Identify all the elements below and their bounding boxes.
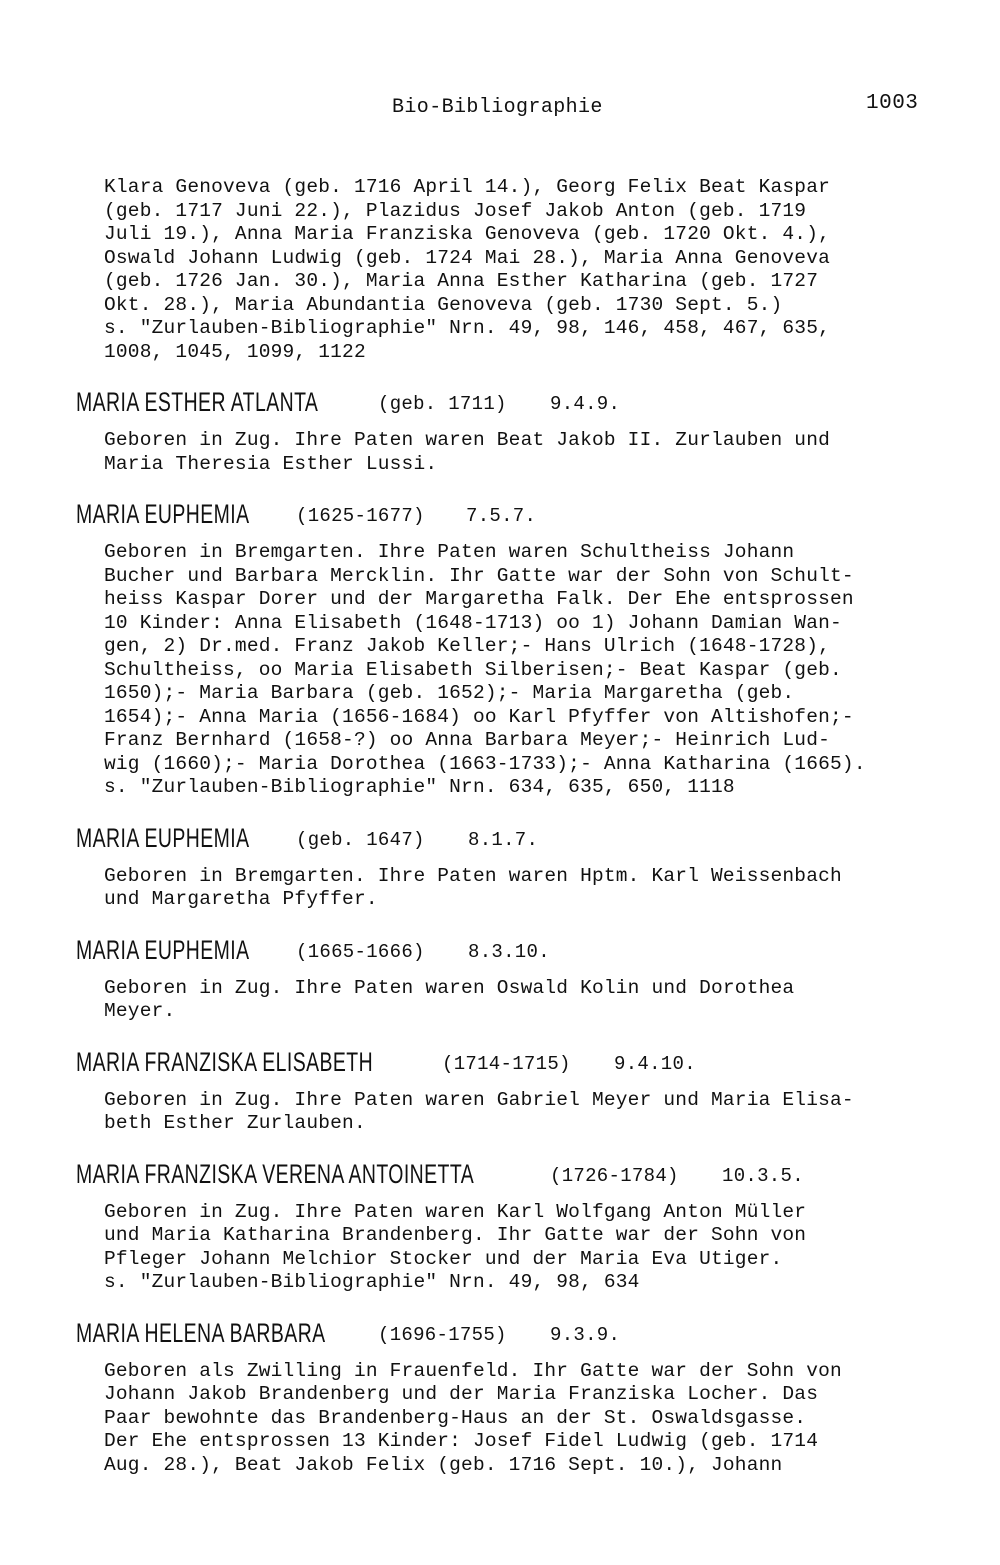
text-line: 1650);- Maria Barbara (geb. 1652);- Maria Margaretha (geb. bbox=[104, 682, 795, 704]
text-line: Geboren in Bremgarten. Ihre Paten waren Schultheiss Johann bbox=[104, 541, 795, 563]
entry-body bbox=[104, 977, 964, 1024]
text-line: Geboren in Zug. Ihre Paten waren Beat Jakob II. Zurlauben und bbox=[104, 429, 831, 451]
page-content bbox=[76, 176, 964, 1477]
entry-heading bbox=[76, 1159, 964, 1189]
text-line: s. "Zurlauben-Bibliographie" Nrn. 634, 635, 650, 1118 bbox=[104, 776, 735, 798]
text-line: Klara Genoveva (geb. 1716 April 14.), Georg Felix Beat Kaspar bbox=[104, 176, 831, 198]
entry-heading bbox=[76, 387, 964, 417]
text-line: 1654);- Anna Maria (1656-1684) oo Karl Pfyffer von Altishofen;- bbox=[104, 705, 854, 728]
entry-body bbox=[104, 541, 964, 800]
page-number: 1003 bbox=[866, 92, 919, 115]
entry-body bbox=[104, 1360, 964, 1478]
text-line: Franz Bernhard (1658-?) oo Anna Barbara Meyer;- Heinrich Lud- bbox=[104, 729, 831, 751]
entry-code: 9.3.9. bbox=[550, 1323, 621, 1346]
text-line: Paar bewohnte das Brandenberg-Haus an der St. Oswaldsgasse. bbox=[104, 1406, 807, 1429]
text-line: wig (1660);- Maria Dorothea (1663-1733);- Anna Katharina (1665). bbox=[104, 752, 866, 775]
entry-heading bbox=[76, 1318, 964, 1348]
entry-body bbox=[104, 429, 964, 476]
text-line: beth Esther Zurlauben. bbox=[104, 1112, 366, 1134]
entry-name: MARIA FRANZISKA VERENA ANTOINETTA bbox=[76, 1158, 475, 1189]
entry-dates: (1726-1784) bbox=[550, 1164, 679, 1187]
text-line: Geboren in Zug. Ihre Paten waren Oswald Kolin und Dorothea bbox=[104, 976, 795, 999]
entry-body bbox=[104, 1089, 964, 1136]
entry-name: MARIA HELENA BARBARA bbox=[76, 1317, 326, 1348]
running-header bbox=[0, 92, 1000, 126]
biography-entry bbox=[76, 387, 964, 476]
text-line: Geboren in Zug. Ihre Paten waren Gabriel Meyer und Maria Elisa- bbox=[104, 1088, 854, 1111]
text-line: Johann Jakob Brandenberg und der Maria Franziska Locher. Das bbox=[104, 1383, 819, 1405]
biography-entry bbox=[76, 934, 964, 1024]
entry-name: MARIA EUPHEMIA bbox=[76, 499, 250, 529]
text-line: Der Ehe entsprossen 13 Kinder: Josef Fidel Ludwig (geb. 1714 bbox=[104, 1430, 819, 1452]
text-line: Oswald Johann Ludwig (geb. 1724 Mai 28.), Maria Anna Genoveva bbox=[104, 246, 831, 269]
entry-code: 9.4.9. bbox=[550, 393, 621, 415]
text-line: heiss Kaspar Dorer und der Margaretha Falk. Der Ehe entsprossen bbox=[104, 588, 854, 610]
entry-name: MARIA EUPHEMIA bbox=[76, 822, 250, 853]
entry-name: MARIA ESTHER ATLANTA bbox=[76, 387, 319, 417]
entry-code: 9.4.10. bbox=[614, 1052, 696, 1075]
text-line: Okt. 28.), Maria Abundantia Genoveva (geb. 1730 Sept. 5.) bbox=[104, 293, 783, 316]
biography-entry bbox=[76, 1046, 964, 1136]
text-line: gen, 2) Dr.med. Franz Jakob Keller;- Hans Ulrich (1648-1728), bbox=[104, 635, 831, 657]
text-line: Schultheiss, oo Maria Elisabeth Silberisen;- Beat Kaspar (geb. bbox=[104, 658, 842, 681]
entry-body bbox=[104, 1201, 964, 1295]
entry-code: 10.3.5. bbox=[722, 1164, 804, 1187]
entry-name: MARIA EUPHEMIA bbox=[76, 934, 250, 965]
text-line: (geb. 1726 Jan. 30.), Maria Anna Esther Katharina (geb. 1727 bbox=[104, 270, 819, 292]
entry-name: MARIA FRANZISKA ELISABETH bbox=[76, 1046, 374, 1077]
entry-dates: (1665-1666) bbox=[296, 940, 425, 963]
text-line: Meyer. bbox=[104, 1000, 176, 1022]
entry-dates: (geb. 1647) bbox=[296, 828, 425, 851]
text-line: Pfleger Johann Melchior Stocker und der Maria Eva Utiger. bbox=[104, 1247, 783, 1270]
entry-heading bbox=[76, 1047, 964, 1077]
entry-code: 7.5.7. bbox=[466, 505, 537, 527]
biography-entry bbox=[76, 499, 964, 800]
text-line: s. "Zurlauben-Bibliographie" Nrn. 49, 98, 146, 458, 467, 635, bbox=[104, 317, 831, 339]
header-title: Bio-Bibliographie bbox=[392, 96, 603, 119]
biography-entry bbox=[76, 822, 964, 912]
entry-dates: (1625-1677) bbox=[296, 505, 425, 527]
biography-entry bbox=[76, 1317, 964, 1478]
text-line: 1008, 1045, 1099, 1122 bbox=[104, 340, 366, 363]
entry-dates: (geb. 1711) bbox=[378, 393, 507, 415]
entry-heading bbox=[76, 935, 964, 965]
entry-heading bbox=[76, 823, 964, 853]
text-line: Bucher und Barbara Mercklin. Ihr Gatte war der Sohn von Schult- bbox=[104, 564, 854, 587]
text-line: Geboren als Zwilling in Frauenfeld. Ihr Gatte war der Sohn von bbox=[104, 1359, 842, 1382]
entry-dates: (1696-1755) bbox=[378, 1323, 507, 1346]
entry-code: 8.3.10. bbox=[468, 940, 550, 963]
text-line: und Maria Katharina Brandenberg. Ihr Gatte war der Sohn von bbox=[104, 1224, 807, 1246]
text-line: Juli 19.), Anna Maria Franziska Genoveva (geb. 1720 Okt. 4.), bbox=[104, 223, 831, 245]
text-line: s. "Zurlauben-Bibliographie" Nrn. 49, 98, 634 bbox=[104, 1271, 640, 1293]
text-line: und Margaretha Pfyffer. bbox=[104, 888, 378, 910]
text-line: Maria Theresia Esther Lussi. bbox=[104, 452, 438, 475]
text-line: (geb. 1717 Juni 22.), Plazidus Josef Jakob Anton (geb. 1719 bbox=[104, 199, 807, 222]
entry-dates: (1714-1715) bbox=[442, 1052, 571, 1075]
text-line: Geboren in Bremgarten. Ihre Paten waren Hptm. Karl Weissenbach bbox=[104, 864, 842, 887]
biography-entry bbox=[76, 1158, 964, 1295]
text-line: 10 Kinder: Anna Elisabeth (1648-1713) oo 1) Johann Damian Wan- bbox=[104, 611, 842, 634]
entry-code: 8.1.7. bbox=[468, 828, 539, 851]
entry-heading bbox=[76, 499, 964, 529]
text-line: Aug. 28.), Beat Jakob Felix (geb. 1716 Sept. 10.), Johann bbox=[104, 1453, 783, 1476]
text-line: Geboren in Zug. Ihre Paten waren Karl Wolfgang Anton Müller bbox=[104, 1200, 807, 1223]
entry-body bbox=[104, 865, 964, 912]
continued-paragraph bbox=[104, 176, 964, 364]
